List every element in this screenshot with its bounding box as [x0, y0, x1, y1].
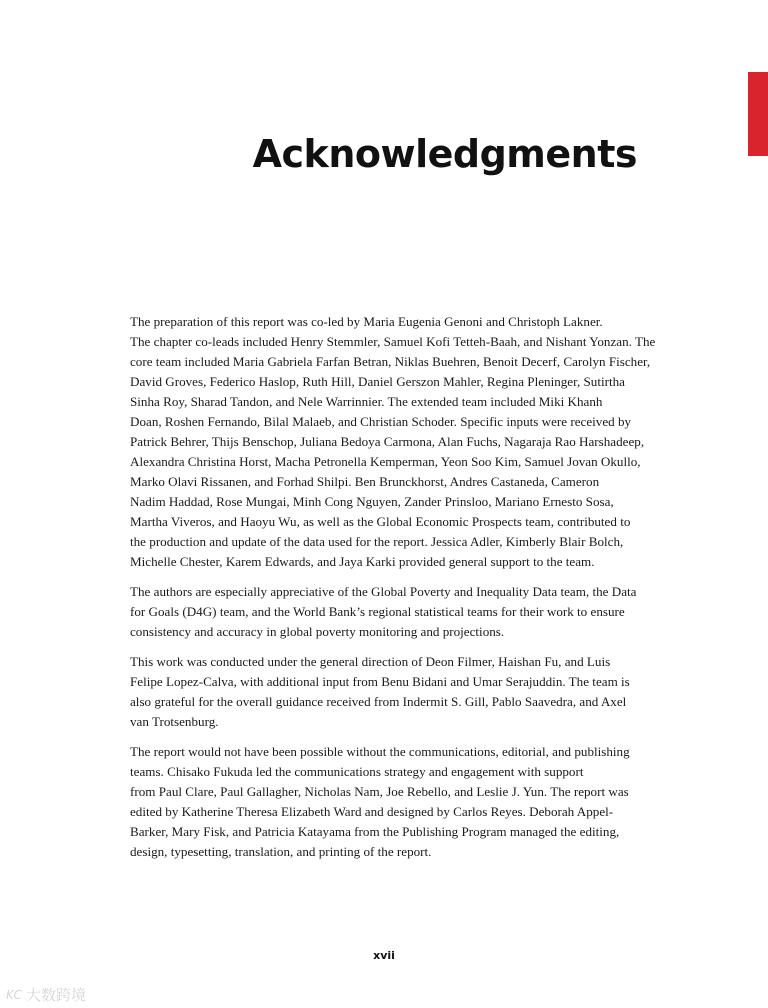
paragraph-line: for Goals (D4G) team, and the World Bank’s regional statistical teams for their work to ensure	[130, 604, 625, 619]
paragraph-line: design, typesetting, translation, and printing of the report.	[130, 844, 432, 859]
paragraph-line: Doan, Roshen Fernando, Bilal Malaeb, and Christian Schoder. Specific inputs were received by	[130, 414, 632, 429]
acknowledgments-body	[130, 312, 656, 872]
watermark	[6, 984, 86, 1005]
watermark-logo-icon: KC	[6, 987, 22, 1002]
paragraph	[130, 312, 656, 572]
paragraph	[130, 742, 640, 862]
paragraph-line: Nadim Haddad, Rose Mungai, Minh Cong Nguyen, Zander Prinsloo, Mariano Ernesto Sosa,	[130, 494, 614, 509]
paragraph-line: consistency and accuracy in global poverty monitoring and projections.	[130, 624, 505, 639]
paragraph-line: The preparation of this report was co-led by Maria Eugenia Genoni and Christoph Lakner.	[130, 314, 603, 329]
paragraph-line: Barker, Mary Fisk, and Patricia Katayama from the Publishing Program managed the editing,	[130, 824, 620, 839]
paragraph-line: Felipe Lopez-Calva, with additional input from Benu Bidani and Umar Serajuddin. The team is	[130, 674, 630, 689]
paragraph-line: also grateful for the overall guidance received from Indermit S. Gill, Pablo Saavedra, and Axel	[130, 694, 627, 709]
chapter-tab-marker	[748, 72, 768, 156]
paragraph	[130, 652, 640, 732]
paragraph-line: core team included Maria Gabriela Farfan Betran, Niklas Buehren, Benoit Decerf, Carolyn Fischer,	[130, 354, 651, 369]
paragraph-line: The report would not have been possible without the communications, editorial, and publishing	[130, 744, 630, 759]
paragraph-line: Alexandra Christina Horst, Macha Petronella Kemperman, Yeon Soo Kim, Samuel Jovan Okullo,	[130, 454, 641, 469]
page-title: Acknowledgments	[252, 132, 637, 176]
paragraph-line: Marko Olavi Rissanen, and Forhad Shilpi. Ben Brunckhorst, Andres Castaneda, Cameron	[130, 474, 600, 489]
paragraph-line: Martha Viveros, and Haoyu Wu, as well as the Global Economic Prospects team, contributed to	[130, 514, 631, 529]
paragraph-line: Patrick Behrer, Thijs Benschop, Juliana Bedoya Carmona, Alan Fuchs, Nagaraja Rao Harshadeep,	[130, 434, 645, 449]
watermark-text: 大数跨境	[25, 986, 86, 1004]
paragraph-line: Sinha Roy, Sharad Tandon, and Nele Warrinnier. The extended team included Miki Khanh	[130, 394, 603, 409]
paragraph-line: Michelle Chester, Karem Edwards, and Jaya Karki provided general support to the team.	[130, 554, 595, 569]
paragraph-line: the production and update of the data used for the report. Jessica Adler, Kimberly Blair Bolch,	[130, 534, 624, 549]
paragraph-line: teams. Chisako Fukuda led the communications strategy and engagement with support	[130, 764, 584, 779]
paragraph-line: The authors are especially appreciative of the Global Poverty and Inequality Data team, the Data	[130, 584, 637, 599]
paragraph-line: van Trotsenburg.	[130, 714, 219, 729]
paragraph-line: from Paul Clare, Paul Gallagher, Nicholas Nam, Joe Rebello, and Leslie J. Yun. The report was	[130, 784, 629, 799]
paragraph-line: This work was conducted under the general direction of Deon Filmer, Haishan Fu, and Luis	[130, 654, 611, 669]
page-number: xvii	[373, 949, 395, 962]
paragraph-line: The chapter co-leads included Henry Stemmler, Samuel Kofi Tetteh-Baah, and Nishant Yonzan. The	[130, 334, 656, 349]
paragraph	[130, 582, 640, 642]
paragraph-line: edited by Katherine Theresa Elizabeth Ward and designed by Carlos Reyes. Deborah Appel-	[130, 804, 614, 819]
paragraph-line: David Groves, Federico Haslop, Ruth Hill, Daniel Gerszon Mahler, Regina Pleninger, Sutirtha	[130, 374, 625, 389]
